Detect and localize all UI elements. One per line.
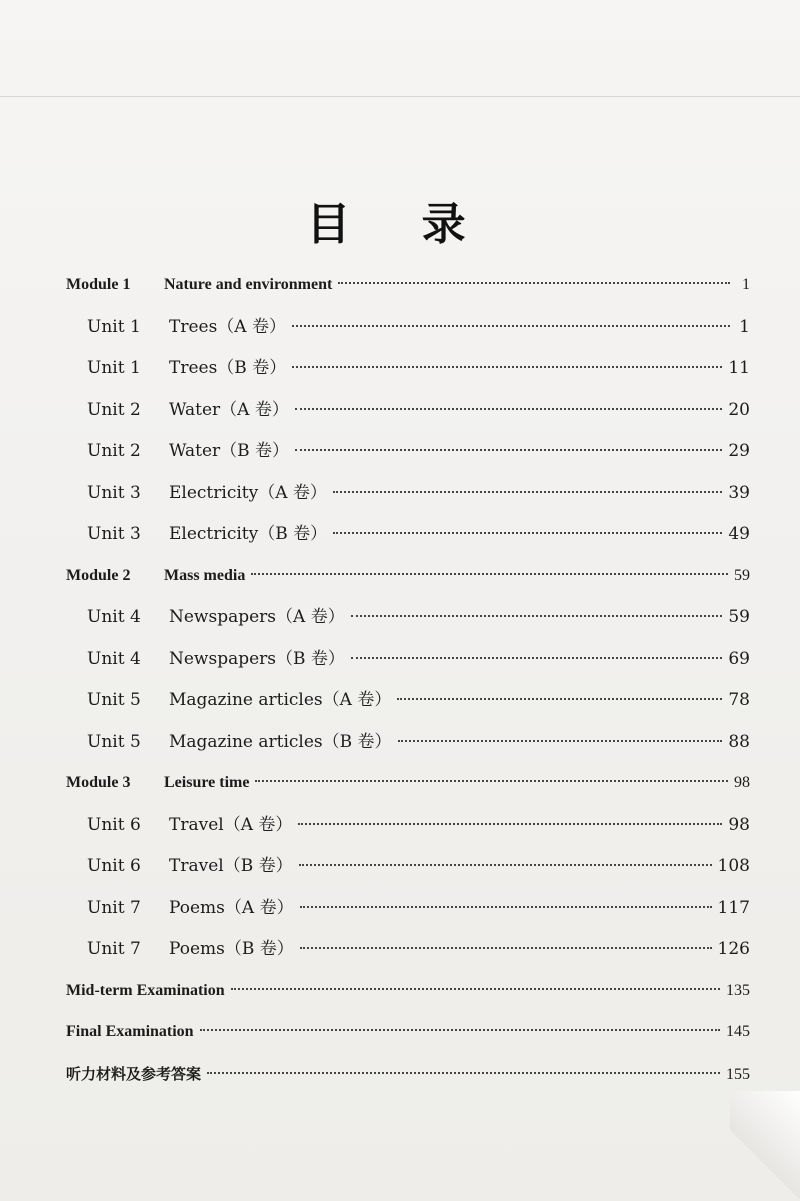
unit-number: Unit 3 [87, 524, 141, 544]
module-number: Module 3 [66, 774, 131, 791]
dot-leader [333, 532, 722, 534]
dot-leader [207, 1072, 720, 1074]
dot-leader [397, 698, 722, 700]
entry-title: Trees（A 卷） [169, 317, 286, 337]
dot-leader [292, 325, 730, 327]
dot-leader [300, 947, 712, 949]
page-number: 20 [728, 400, 750, 420]
unit-number: Unit 4 [87, 607, 141, 627]
page-curl [730, 1091, 800, 1201]
entry-title: Poems（B 卷） [169, 939, 294, 959]
toc-section-entry[interactable] [66, 768, 750, 798]
entry-title: Travel（B 卷） [169, 856, 293, 876]
toc-section-entry[interactable] [66, 270, 750, 300]
toc-unit-entry[interactable] [87, 810, 750, 840]
page-number: 69 [728, 649, 750, 669]
page-number: 108 [717, 856, 750, 876]
dot-leader [299, 864, 712, 866]
page-number: 59 [728, 607, 750, 627]
toc-unit-entry[interactable] [87, 644, 750, 674]
entry-title: Travel（A 卷） [169, 815, 293, 835]
toc-section-entry[interactable] [66, 976, 750, 1006]
toc-unit-entry[interactable] [87, 478, 750, 508]
entry-title: Water（A 卷） [169, 400, 289, 420]
page-number: 117 [717, 898, 750, 918]
toc-unit-entry[interactable] [87, 436, 750, 466]
toc-unit-entry[interactable] [87, 685, 750, 715]
dot-leader [300, 906, 712, 908]
toc-section-entry[interactable] [66, 1017, 750, 1047]
page-title: 目 录 [306, 199, 494, 250]
entry-title: Nature and environment [164, 276, 333, 293]
entry-title: Poems（A 卷） [169, 898, 294, 918]
toc-unit-entry[interactable] [87, 893, 750, 923]
dot-leader [351, 615, 723, 617]
toc-unit-entry[interactable] [87, 395, 750, 425]
toc-section-entry[interactable] [66, 561, 750, 591]
toc-unit-entry[interactable] [87, 519, 750, 549]
dot-leader [298, 823, 722, 825]
page-number: 59 [734, 567, 750, 584]
page-number: 88 [728, 732, 750, 752]
toc-unit-entry[interactable] [87, 353, 750, 383]
toc-unit-entry[interactable] [87, 934, 750, 964]
entry-title: Water（B 卷） [169, 441, 290, 461]
unit-number: Unit 5 [87, 732, 141, 752]
unit-number: Unit 2 [87, 400, 141, 420]
toc-unit-entry[interactable] [87, 602, 750, 632]
unit-number: Unit 6 [87, 815, 141, 835]
page-number: 135 [726, 982, 750, 999]
unit-number: Unit 5 [87, 690, 141, 710]
unit-number: Unit 7 [87, 898, 141, 918]
entry-title: Mass media [164, 567, 246, 584]
entry-title: Newspapers（A 卷） [169, 607, 345, 627]
page-number: 11 [728, 358, 750, 378]
entry-title: Newspapers（B 卷） [169, 649, 345, 669]
page-number: 39 [728, 483, 750, 503]
page-number: 155 [726, 1066, 750, 1083]
entry-title: 听力材料及参考答案 [66, 1065, 202, 1083]
module-number: Module 1 [66, 276, 131, 293]
entry-title: Electricity（A 卷） [169, 483, 327, 503]
dot-leader [351, 657, 722, 659]
unit-number: Unit 2 [87, 441, 141, 461]
toc-unit-entry[interactable] [87, 851, 750, 881]
entry-title: Magazine articles（B 卷） [169, 732, 392, 752]
toc-unit-entry[interactable] [87, 727, 750, 757]
dot-leader [333, 491, 722, 493]
unit-number: Unit 4 [87, 649, 141, 669]
page-number: 1 [742, 276, 750, 293]
toc-unit-entry[interactable] [87, 312, 750, 342]
entry-title: Mid-term Examination [66, 982, 225, 999]
dot-leader [295, 449, 722, 451]
bleed-through-rule [0, 96, 800, 97]
dot-leader [200, 1029, 720, 1031]
dot-leader [295, 408, 723, 410]
page-number: 126 [717, 939, 750, 959]
unit-number: Unit 1 [87, 317, 141, 337]
toc-section-entry[interactable] [66, 1059, 750, 1089]
dot-leader [292, 366, 722, 368]
dot-leader [338, 282, 730, 284]
page-number: 29 [728, 441, 750, 461]
entry-title: Magazine articles（A 卷） [169, 690, 392, 710]
unit-number: Unit 6 [87, 856, 141, 876]
page-number: 98 [728, 815, 750, 835]
unit-number: Unit 3 [87, 483, 141, 503]
page-number: 98 [734, 774, 750, 791]
unit-number: Unit 1 [87, 358, 141, 378]
entry-title: Leisure time [164, 774, 250, 791]
page-number: 1 [739, 317, 750, 337]
entry-title: Final Examination [66, 1023, 194, 1040]
page-number: 145 [726, 1023, 750, 1040]
dot-leader [231, 988, 720, 990]
module-number: Module 2 [66, 567, 131, 584]
page-number: 49 [728, 524, 750, 544]
unit-number: Unit 7 [87, 939, 141, 959]
entry-title: Trees（B 卷） [169, 358, 287, 378]
dot-leader [255, 780, 728, 782]
dot-leader [251, 573, 728, 575]
entry-title: Electricity（B 卷） [169, 524, 328, 544]
dot-leader [398, 740, 723, 742]
page-number: 78 [728, 690, 750, 710]
